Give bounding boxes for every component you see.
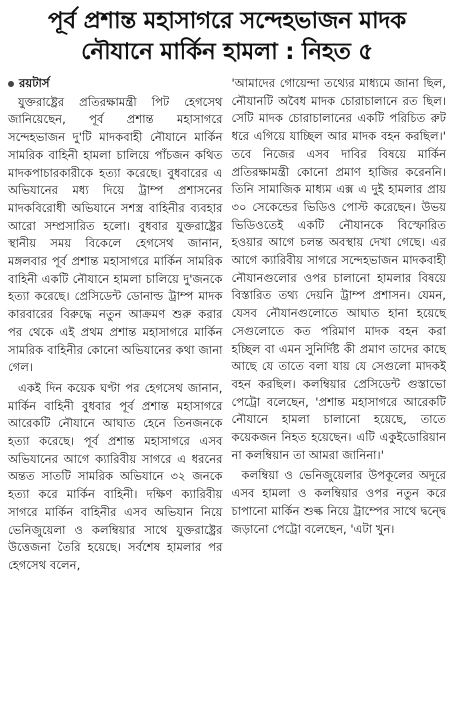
- paragraph: 'আমাদের গোয়েন্দা তথ্যের মাধ্যমে জানা ছিল, নৌযানটি অবৈধ মাদক চোরাচালানে রত ছিল। সেটি মাদক চোরাচালানের একটি পরিচিত রুট ধরে এগিয়ে যাচ্ছিল আর মাদক বহন করছিল।' তবে নিজের এসব দাবির বিষয়ে মার্কিন প্রতিরক্ষামন্ত্রী কোনো প্রমাণ হাজির করেননি। তিনি সামাজিক মাধ্যম এক্স এ দুই হামলার প্রায় ৩০ সেকেন্ডের ভিডিও পোস্ট করেছেন। উভয় ভিডিওতেই একটি নৌযানকে বিস্ফোরিত হওয়ার আগে চলন্ত অবস্থায় দেখা গেছে। এর আগে ক্যারিবীয় সাগরে সন্দেহভাজন মাদকবাহী নৌযানগুলোর ওপর চালানো হামলার বিষয়ে বিস্তারিত তথ্য দেয়নি ট্রাম্প প্রশাসন। যেমন, যেসব নৌযানগুলোতে আঘাত হানা হয়েছে সেগুলোতে কত পরিমাণ মাদক বহন করা হচ্ছিল বা এমন সুনির্দিষ্ট কী প্রমাণ তাদের কাছে আছে যে তাতে বলা যায় যে সেগুলো মাদকই বহন করছিল। কলম্বিয়ার প্রেসিডেন্ট গুস্তাভো পেট্রো বলেছেন, 'প্রশান্ত মহাসাগরে আরেকটি নৌযানে হামলা চালানো হয়েছে, তাতে কয়েকজন নিহত হয়েছেন। এটি একুইডোরিয়ান না কলম্বিয়ান তা আমরা জানিনা।': [231, 76, 446, 462]
- headline-line-1: পূর্ব প্রশান্ত মহাসাগরে সন্দেহভাজন মাদক: [48, 8, 406, 34]
- paragraph: কলম্বিয়া ও ভেনিজুয়েলার উপকূলের অদূরে এসব হামলা ও কলম্বিয়ার ওপর নতুন করে চাপানো মার্কিন শুল্ক নিয়ে ট্রাম্পের সাথে দ্বন্দ্বে জড়ানো পেট্রো বলেছেন, 'এটা খুন।: [231, 468, 446, 536]
- headline: [8, 6, 446, 68]
- column-left: [8, 75, 223, 578]
- bullet-icon: [8, 81, 14, 87]
- byline: [8, 75, 223, 93]
- headline-line-2: নৌযানে মার্কিন হামলা : নিহত ৫: [81, 39, 373, 65]
- byline-source: রয়টার্স: [19, 76, 50, 90]
- paragraph: একই দিন কয়েক ঘণ্টা পর হেগসেথ জানান, মার্কিন বাহিনী বুধবার পূর্ব প্রশান্ত মহাসাগরে আরেকটি নৌযানে আঘাত হেনে তিনজনকে হত্যা করেছে। পূর্ব প্রশান্ত মহাসাগরে এসব অভিযানের আগে ক্যারিবীয় সাগরে এ ধরনের অন্তত সাতটি সামরিক অভিযানে ৩২ জনকে হত্যা করে মার্কিন বাহিনী। দক্ষিণ ক্যারিবীয় সাগরে মার্কিন বাহিনীর এসব অভিযান নিয়ে ভেনিজুয়েলা ও কলম্বিয়ার সাথে যুক্তরাষ্ট্রের উত্তেজনা তৈরি হয়েছে। সর্বশেষ হামলার পর হেগসেথ বলেন,: [8, 380, 223, 572]
- article-body: [8, 75, 446, 578]
- column-right: [232, 75, 447, 578]
- paragraph: যুক্তরাষ্ট্রের প্রতিরক্ষামন্ত্রী পিট হেগসেথ জানিয়েছেন, পূর্ব প্রশান্ত মহাসাগরে সন্দেহভাজন দু'টি মাদকবাহী নৌযানে মার্কিন সামরিক বাহিনী হামলা চালিয়ে পাঁচজন কথিত মাদকপাচারকারীকে হত্যা করেছে। বুধবারের এ অভিযানের মধ্য দিয়ে ট্রাম্প প্রশাসনের মাদকবিরোধী অভিযানে সশস্ত্র বাহিনীর ব্যবহার আরো সম্প্রসারিত হলো। বুধবার যুক্তরাষ্ট্রের স্থানীয় সময় বিকেলে হেগসেথ জানান, মঙ্গলবার পূর্ব প্রশান্ত মহাসাগরে মার্কিন সামরিক বাহিনী একটি নৌযানে হামলা চালিয়ে দু'জনকে হত্যা করেছে। প্রেসিডেন্ট ডোনাল্ড ট্রাম্প মাদক কারবারের বিরুদ্ধে নতুন আক্রমণ শুরু করার পর থেকে এই প্রথম প্রশান্ত মহাসাগরে মার্কিন সামরিক বাহিনীর কোনো অভিযানের কথা জানা গেল।: [8, 94, 223, 375]
